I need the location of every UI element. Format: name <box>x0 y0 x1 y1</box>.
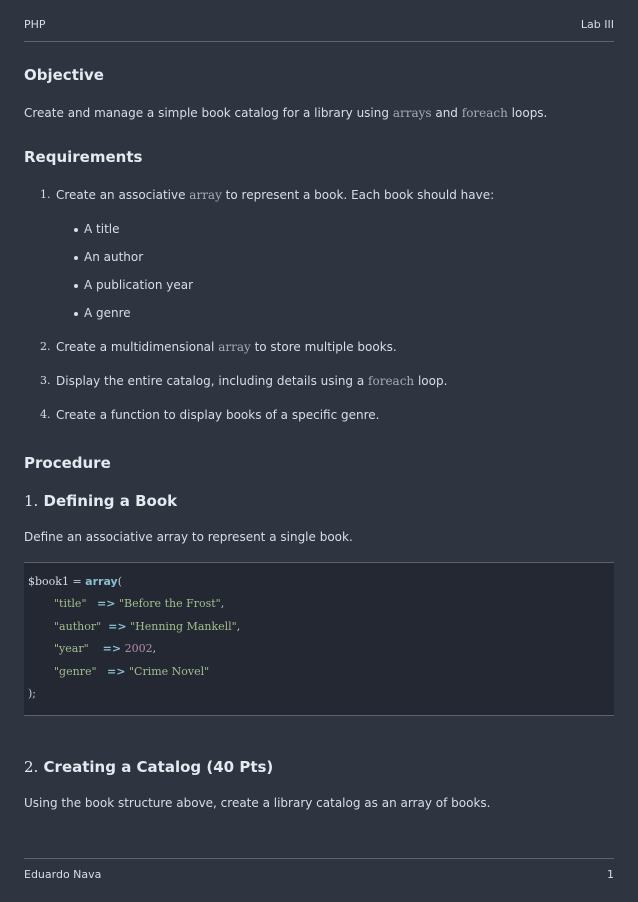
objective-text: Create and manage a simple book catalog for a library using arrays and foreach loops. <box>24 106 548 120</box>
code-line: "genre" => "Crime Novel" <box>54 664 210 678</box>
book-field-item: A title <box>56 222 614 236</box>
page-footer <box>24 868 614 881</box>
code-line: "year" => 2002, <box>54 642 157 656</box>
header-lab: Lab III <box>580 18 614 31</box>
code-block <box>24 562 614 716</box>
page-number: 1 <box>607 868 614 881</box>
requirements-list <box>24 188 614 422</box>
page-header <box>24 18 614 31</box>
step2-text: Using the book structure above, create a library catalog as an array of books. <box>24 796 491 811</box>
book-field-item: A publication year <box>56 278 614 292</box>
code-line: "author" => "Henning Mankell", <box>54 619 241 633</box>
requirement-item: 3. Display the entire catalog, including details using a foreach loop. <box>40 374 448 388</box>
step1-heading: 1. Defining a Book <box>24 492 178 510</box>
step2-heading: 2. Creating a Catalog (40 Pts) <box>24 758 274 777</box>
code-line: ); <box>28 686 36 700</box>
step1-text: Define an associative array to represent a single book. <box>24 530 353 544</box>
footer-divider <box>24 858 614 859</box>
requirement-item: 2. Create a multidimensional array to store multiple books. <box>40 340 397 354</box>
header-course: PHP <box>24 18 46 31</box>
code-line: "title" => "Before the Frost", <box>54 597 225 611</box>
book-field-item: A genre <box>56 306 614 320</box>
requirements-heading: Requirements <box>24 148 143 166</box>
procedure-heading: Procedure <box>24 454 111 472</box>
document-page <box>24 0 614 902</box>
requirement-item: 1. Create an associative array to represent a book. Each book should have: A title An author A publication year A genre <box>24 188 614 320</box>
objective-heading: Objective <box>24 66 104 84</box>
code-line: $book1 = array( <box>28 575 122 588</box>
main-content <box>24 66 614 810</box>
book-field-item: An author <box>56 250 614 264</box>
requirement-item: 4. Create a function to display books of a specific genre. <box>40 408 380 422</box>
header-divider <box>24 41 614 42</box>
objective-section <box>24 66 614 120</box>
footer-author: Eduardo Nava <box>24 868 102 881</box>
book-fields-list <box>56 222 614 320</box>
